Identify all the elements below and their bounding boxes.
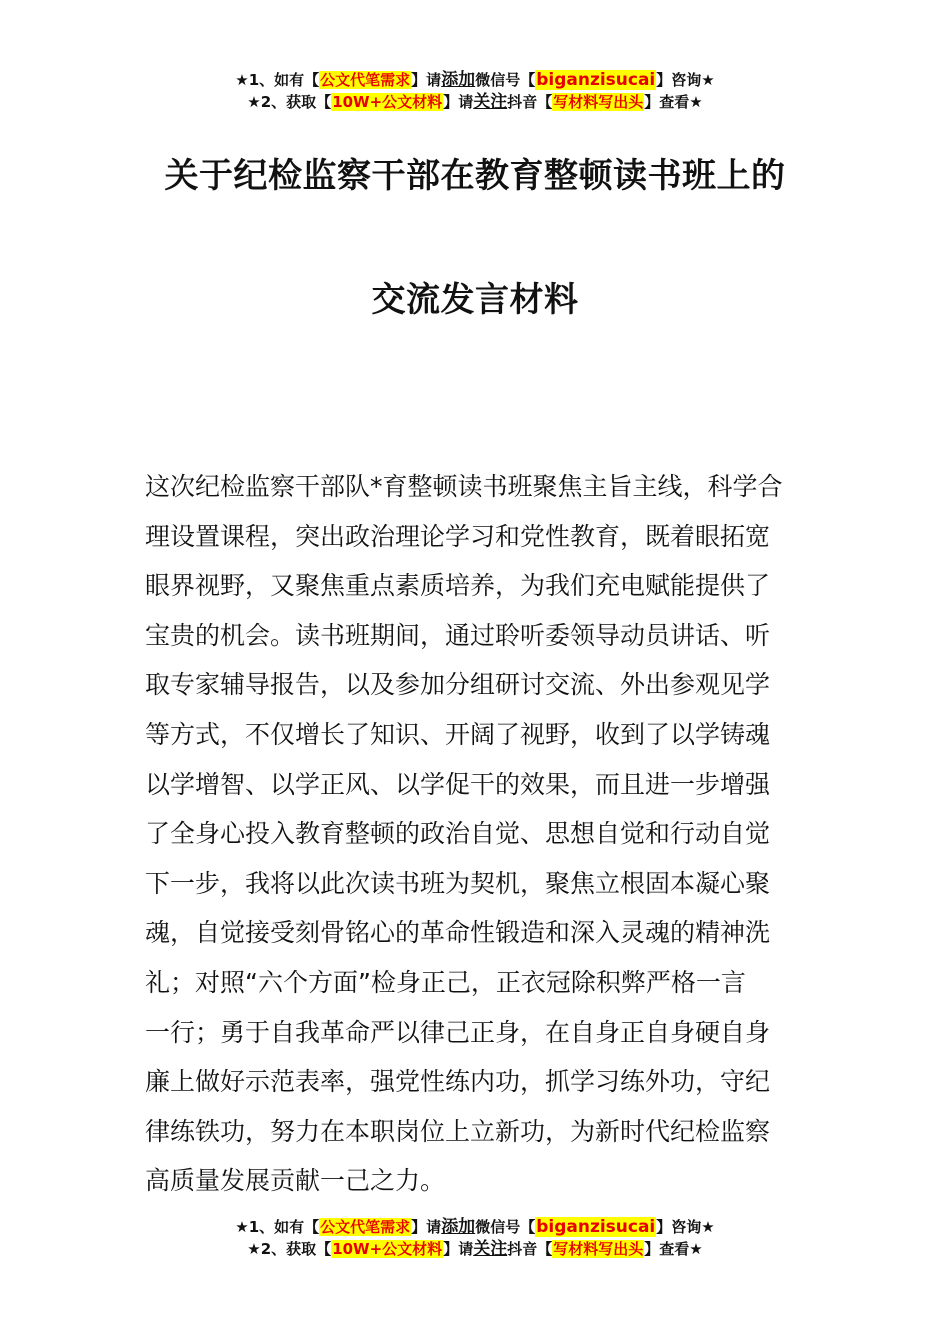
banner-line-2 — [0, 91, 950, 113]
body-line: 理设置课程，突出政治理论学习和党性教育，既着眼拓宽 — [145, 521, 771, 551]
banner-text: 抖音【 — [507, 1240, 553, 1258]
banner-text: 抖音【 — [507, 93, 553, 111]
banner-text: ★2、获取【 — [247, 1240, 332, 1258]
body-line: 一行；勇于自我革命严以律己正身，在自身正自身硬自身 — [145, 1017, 771, 1047]
body-line: 下一步，我将以此次读书班为契机，聚焦立根固本凝心聚 — [145, 868, 771, 898]
banner-text: 微信号【 — [475, 71, 536, 89]
banner-text: 】查看★ — [644, 1240, 703, 1258]
body-line: 廉上做好示范表率，强党性练内功，抓学习练外功，守纪 — [145, 1067, 771, 1097]
banner-line-1 — [0, 69, 950, 91]
banner-wechat-id: biganzisucai — [536, 70, 656, 90]
banner-underlined-text: 添加 — [441, 70, 476, 90]
banner-douyin-id: 写材料写出头 — [553, 1240, 644, 1258]
banner-text: 】查看★ — [644, 93, 703, 111]
document-title-line-1: 关于纪检监察干部在教育整顿读书班上的 — [164, 156, 786, 196]
banner-underlined-text: 关注 — [473, 92, 508, 112]
banner-text: 】咨询★ — [656, 1218, 715, 1236]
banner-douyin-id: 写材料写出头 — [553, 93, 644, 111]
banner-text: 】请 — [443, 93, 474, 111]
body-line: 等方式，不仅增长了知识、开阔了视野，收到了以学铸魂 — [145, 719, 771, 749]
banner-text: 】请 — [411, 71, 442, 89]
body-line: 高质量发展贡献一己之力。 — [145, 1166, 446, 1196]
footer-banner — [0, 1216, 950, 1260]
banner-text: 】请 — [411, 1218, 442, 1236]
body-line: 了全身心投入教育整顿的政治自觉、思想自觉和行动自觉 — [145, 819, 771, 849]
body-line: 律练铁功，努力在本职岗位上立新功，为新时代纪检监察 — [145, 1116, 771, 1146]
banner-text: 】请 — [443, 1240, 474, 1258]
body-line: 眼界视野，又聚焦重点素质培养，为我们充电赋能提供了 — [145, 571, 771, 601]
document-title-line-2: 交流发言材料 — [371, 280, 579, 320]
body-line: 以学增智、以学正风、以学促干的效果，而且进一步增强 — [145, 769, 771, 799]
banner-underlined-text: 添加 — [441, 1217, 476, 1237]
banner-highlight: 10W+公文材料 — [332, 93, 443, 111]
body-line: 宝贵的机会。读书班期间，通过聆听委领导动员讲话、听 — [145, 620, 771, 650]
body-line: 取专家辅导报告，以及参加分组研讨交流、外出参观见学 — [145, 670, 771, 700]
banner-line-2 — [0, 1238, 950, 1260]
banner-highlight: 10W+公文材料 — [332, 1240, 443, 1258]
document-body — [145, 462, 805, 1206]
banner-highlight: 公文代笔需求 — [320, 1218, 411, 1236]
banner-underlined-text: 关注 — [473, 1239, 508, 1259]
banner-text: ★1、如有【 — [235, 1218, 320, 1236]
banner-text: ★1、如有【 — [235, 71, 320, 89]
banner-highlight: 公文代笔需求 — [320, 71, 411, 89]
banner-text: 】咨询★ — [656, 71, 715, 89]
body-line: 魂，自觉接受刻骨铭心的革命性锻造和深入灵魂的精神洗 — [145, 918, 771, 948]
banner-text: ★2、获取【 — [247, 93, 332, 111]
body-line: 这次纪检监察干部队*育整顿读书班聚焦主旨主线，科学合 — [145, 472, 783, 501]
banner-wechat-id: biganzisucai — [536, 1217, 656, 1237]
header-banner — [0, 69, 950, 113]
body-line: 礼；对照“六个方面”检身正己，正衣冠除积弊严格一言 — [145, 967, 746, 997]
banner-text: 微信号【 — [475, 1218, 536, 1236]
banner-line-1 — [0, 1216, 950, 1238]
